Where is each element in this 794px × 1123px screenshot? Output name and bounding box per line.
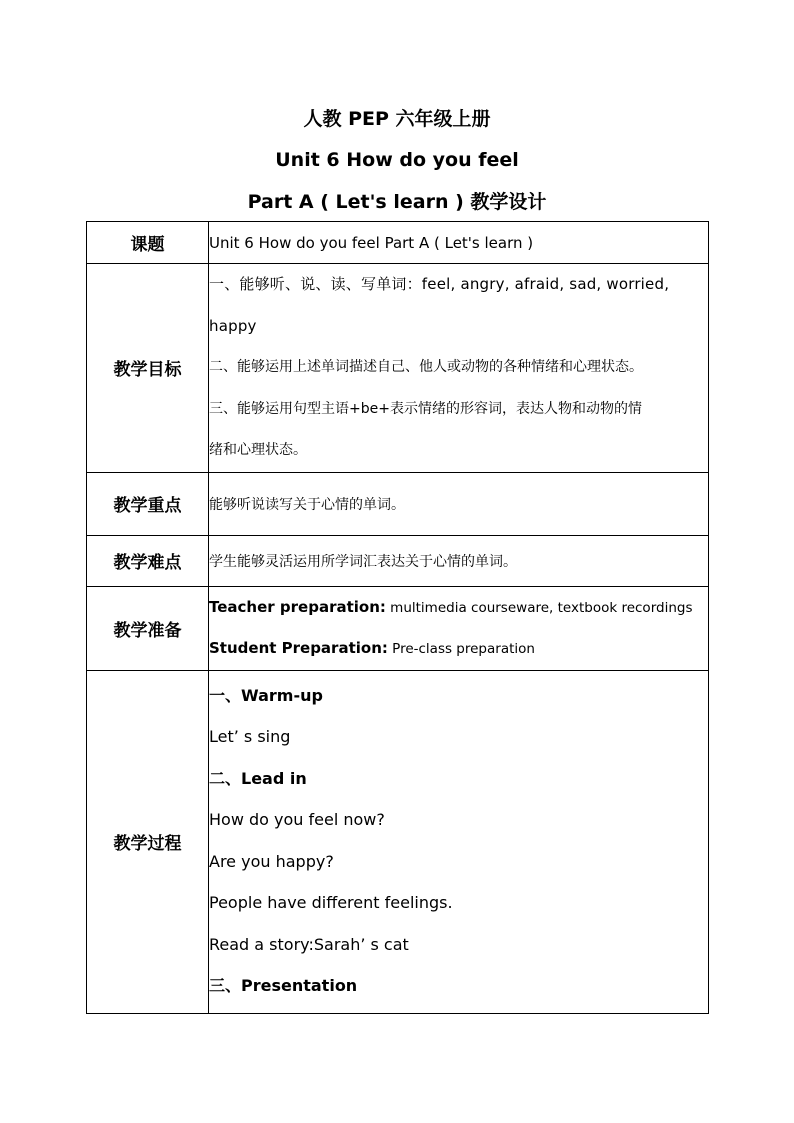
teacher-preparation-label: Teacher preparation:: [209, 598, 386, 616]
goal-line: happy: [209, 316, 257, 335]
student-preparation: [209, 628, 708, 669]
goal-line: 绪和心理状态。: [209, 442, 307, 458]
process-line: Read a story:Sarah’ s cat: [209, 934, 409, 954]
process-line: Let’ s sing: [209, 727, 291, 746]
preparation-label: 教学准备: [87, 586, 209, 670]
table-row-difficulties: [87, 535, 709, 586]
teacher-preparation-value: multimedia courseware, textbook recordings: [385, 600, 693, 616]
goals-content: [209, 264, 709, 473]
goal-line: 二、能够运用上述单词描述自己、他人或动物的各种情绪和心理状态。: [209, 359, 643, 375]
goals-label: 教学目标: [87, 264, 209, 473]
process-line: Are you happy?: [209, 851, 334, 871]
process-content: [209, 670, 709, 1013]
teacher-preparation: [209, 587, 708, 628]
goal-line: 三、能够运用句型主语+be+表示情绪的形容词，表达人物和动物的情: [209, 400, 642, 417]
preparation-content: [209, 586, 709, 670]
student-preparation-value: Pre-class preparation: [387, 641, 535, 657]
process-step-heading: 一、Warm-up: [209, 685, 323, 705]
difficulties-content: 学生能够灵活运用所学词汇表达关于心情的单词。: [209, 535, 709, 586]
document-title: 人教 PEP 六年级上册: [303, 108, 491, 130]
table-row-goals: [87, 264, 709, 473]
table-row-key-points: [87, 472, 709, 535]
key-points-label: 教学重点: [87, 472, 209, 535]
process-step-heading: 三、Presentation: [209, 976, 358, 995]
process-line: How do you feel now?: [209, 810, 385, 829]
student-preparation-label: Student Preparation:: [209, 639, 388, 657]
process-line: People have different feelings.: [209, 893, 453, 912]
table-row-process: [87, 670, 709, 1013]
process-step-heading: 二、Lead in: [209, 768, 307, 788]
unit-title: Unit 6 How do you feel: [275, 149, 519, 171]
topic-content: Unit 6 How do you feel Part A ( Let's learn ): [209, 222, 709, 264]
lesson-title: Part A ( Let's learn ) 教学设计: [247, 191, 547, 213]
difficulties-label: 教学难点: [87, 535, 209, 586]
table-row-preparation: [87, 586, 709, 670]
process-label: 教学过程: [87, 670, 209, 1013]
lesson-plan-table: [86, 221, 709, 1014]
goal-line: 一、能够听、说、读、写单词：feel, angry, afraid, sad, worried,: [209, 275, 670, 293]
table-row-topic: [87, 222, 709, 264]
key-points-content: 能够听说读写关于心情的单词。: [209, 472, 709, 535]
topic-label: 课题: [87, 222, 209, 264]
